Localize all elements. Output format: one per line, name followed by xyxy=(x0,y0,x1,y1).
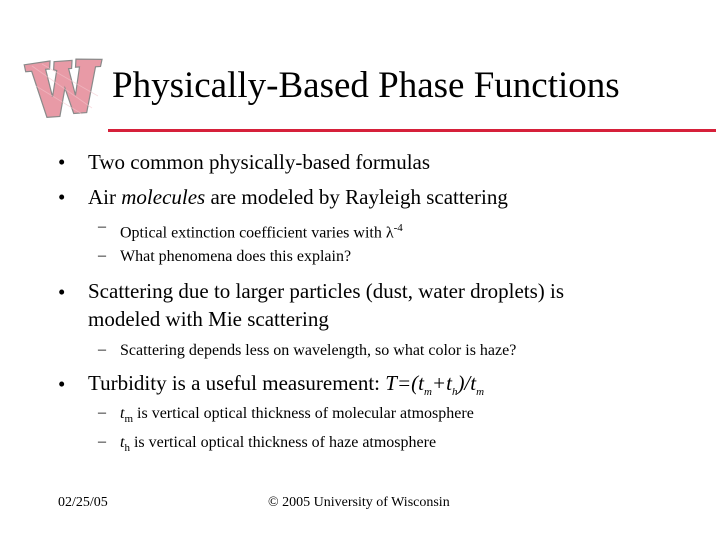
slide-title: Physically-Based Phase Functions xyxy=(112,65,620,106)
turbidity-formula: $T=(t_m+t_h)/t_m$ xyxy=(385,371,485,399)
sub-bullet-turbidity-2: $t_h$ is vertical optical thickness of haze atmosphere xyxy=(120,434,437,455)
title-rule xyxy=(108,129,716,132)
bullet-2-text: Air molecules are modeled by Rayleigh scattering xyxy=(88,185,508,209)
bullet-4-text: Turbidity is a useful measurement: $T=(t_m+t_h)/t_m$ xyxy=(88,371,485,399)
bullet-glyph: • xyxy=(58,372,66,396)
sub-bullet-rayleigh-2: What phenomena does this explain? xyxy=(120,248,352,265)
dash-glyph: – xyxy=(98,341,106,358)
bullet-glyph: • xyxy=(58,185,66,209)
dash-glyph: – xyxy=(98,218,106,235)
bullet-1-text: Two common physically-based formulas xyxy=(88,150,431,174)
dash-glyph: – xyxy=(98,433,106,450)
sub-bullet-mie-1: Scattering depends less on wavelength, so what color is haze? xyxy=(120,342,517,359)
bullet-glyph: • xyxy=(58,280,66,304)
wisconsin-w-logo-icon xyxy=(22,56,108,122)
dash-glyph: – xyxy=(98,247,106,264)
bullet-3-line-1: Scattering due to larger particles (dust, water droplets) is xyxy=(88,279,565,303)
footer-copyright: © 2005 University of Wisconsin xyxy=(268,495,450,510)
sub-bullet-turbidity-1: $t_m$ is vertical optical thickness of molecular atmosphere xyxy=(120,405,474,426)
bullet-3-line-2: modeled with Mie scattering xyxy=(88,307,329,331)
footer-date: 02/25/05 xyxy=(58,495,108,510)
sub-bullet-rayleigh-1: Optical extinction coefficient varies with $\lambda^{-4}$ xyxy=(120,222,403,242)
dash-glyph: – xyxy=(98,404,106,421)
bullet-glyph: • xyxy=(58,150,66,174)
